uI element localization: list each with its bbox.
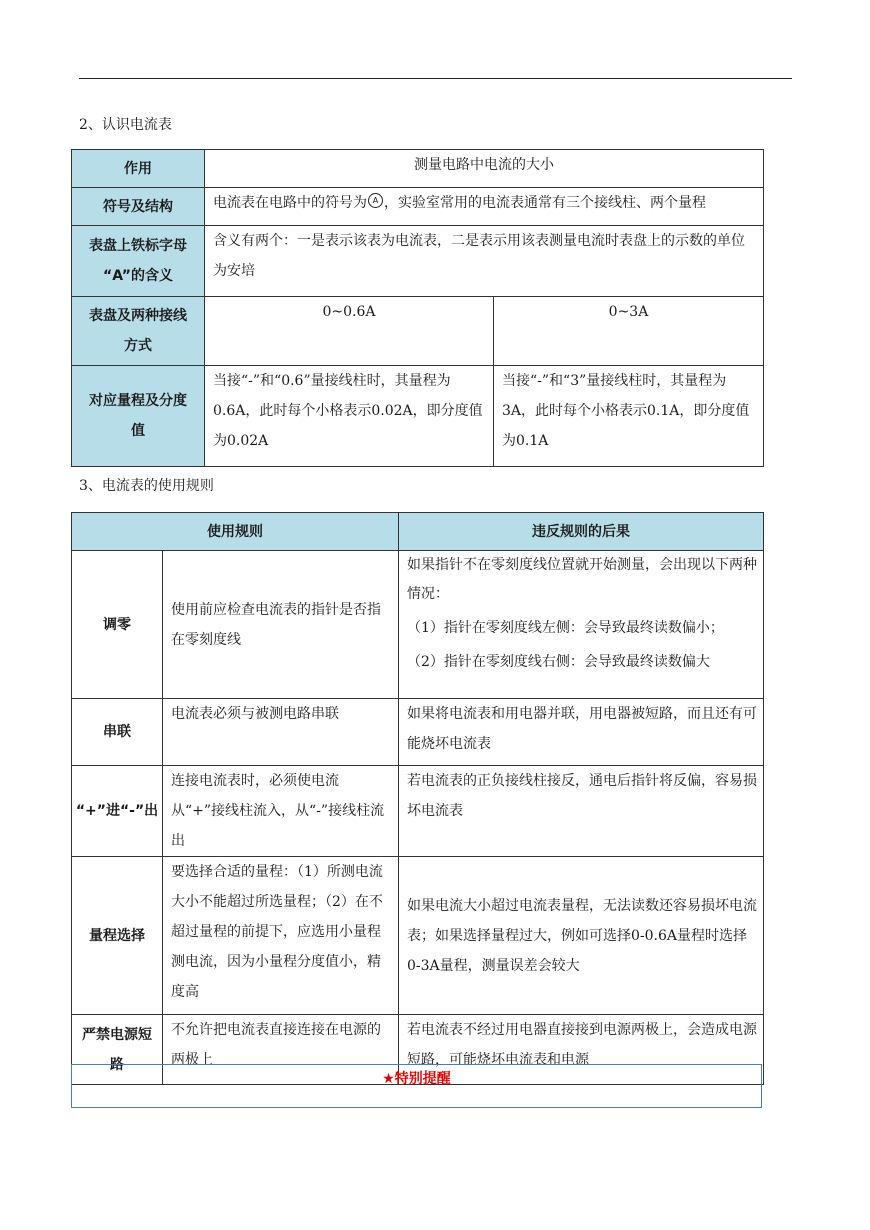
consequence-line: （1）指针在零刻度线左侧：会导致最终读数偏小；	[407, 620, 724, 636]
label-division-1: 对应量程及分度	[89, 393, 187, 409]
division-text-2: 当接“-”和“3”量接线柱时，其量程为3A，此时每个小格表示0.1A，即分度值为0.1A	[494, 366, 764, 467]
special-tip-box	[71, 1064, 762, 1108]
rule-text: 连接电流表时，必须使电流从“+”接线柱流入，从“-”接线柱流出	[163, 766, 399, 857]
rule-name: “+”进“-”出	[72, 766, 163, 857]
symbol-text-after: ，实验室常用的电流表通常有三个接线柱、两个量程	[384, 195, 706, 211]
text-function: 测量电路中电流的大小	[205, 150, 764, 188]
ammeter-symbol-icon: A	[368, 193, 383, 208]
rule-name: 量程选择	[72, 857, 163, 1015]
rule-name: 串联	[72, 699, 163, 766]
symbol-text-before: 电流表在电路中的符号为	[213, 195, 367, 211]
division-text-1: 当接“-”和“0.6”量接线柱时，其量程为0.6A，此时每个小格表示0.02A，即分度值为0.02A	[205, 366, 494, 467]
consequence-line: 如果指针不在零刻度线位置就开始测量，会出现以下两种情况：	[407, 557, 757, 602]
label-symbol: 符号及结构	[72, 188, 205, 226]
rule-row	[72, 857, 764, 1015]
dial-range-1: 0~0.6A	[205, 297, 494, 366]
rule-row	[72, 551, 764, 699]
row-division	[72, 366, 764, 467]
label-dial-1: 表盘及两种接线	[89, 308, 187, 324]
label-function: 作用	[72, 150, 205, 188]
row-symbol	[72, 188, 764, 226]
consequence-line: 如果将电流表和用电器并联，用电器被短路，而且还有可能烧坏电流表	[399, 699, 764, 766]
rule-text: 要选择合适的量程：（1）所测电流大小不能超过所选量程；（2）在不超过量程的前提下，应选用小量程测电流，因为小量程分度值小，精度高	[163, 857, 399, 1015]
usage-rules-table	[71, 512, 764, 1085]
consequence-line: 如果电流大小超过电流表量程，无法读数还容易损坏电流表；如果选择量程过大，例如可选择0-0.6A量程时选择0-3A量程，测量误差会较大	[399, 857, 764, 1015]
consequence-line: （2）指针在零刻度线右侧：会导致最终读数偏大	[407, 654, 710, 670]
rule-name: 调零	[72, 551, 163, 699]
text-meaning: 含义有两个：一是表示该表为电流表，二是表示用该表测量电流时表盘上的示数的单位为安培	[205, 226, 764, 297]
header-rule: 使用规则	[72, 513, 399, 551]
rule-row	[72, 699, 764, 766]
row-meaning	[72, 226, 764, 297]
text-symbol	[205, 188, 764, 226]
header-rule	[79, 78, 792, 79]
rule-text: 电流表必须与被测电路串联	[163, 699, 399, 766]
label-dial-2: 方式	[124, 338, 152, 354]
label-meaning-1: 表盘上铁标字母	[89, 238, 187, 254]
section-3-title: 3、电流表的使用规则	[79, 478, 214, 494]
row-dial	[72, 297, 764, 366]
rule-text: 使用前应检查电流表的指针是否指在零刻度线	[163, 551, 399, 699]
consequence-line: 若电流表不经过用电器直接接到电源两极上，会造成电源短路，可能烧坏电流表和电源	[399, 1015, 764, 1085]
label-meaning-2: “A”的含义	[103, 268, 173, 284]
rule-text: 不允许把电流表直接连接在电源的两极上	[163, 1015, 399, 1085]
rule-name: 严禁电源短路	[72, 1015, 163, 1085]
dial-range-2: 0~3A	[494, 297, 764, 366]
section-2-title: 2、认识电流表	[79, 117, 172, 133]
ammeter-intro-table	[71, 149, 764, 467]
rules-header-row	[72, 513, 764, 551]
header-consequence: 违反规则的后果	[399, 513, 764, 551]
row-function	[72, 150, 764, 188]
rule-row	[72, 766, 764, 857]
label-division-2: 值	[131, 423, 145, 439]
consequence-line: 若电流表的正负接线柱接反，通电后指针将反偏，容易损坏电流表	[399, 766, 764, 857]
special-tip-title: ★特别提醒	[382, 1071, 451, 1087]
